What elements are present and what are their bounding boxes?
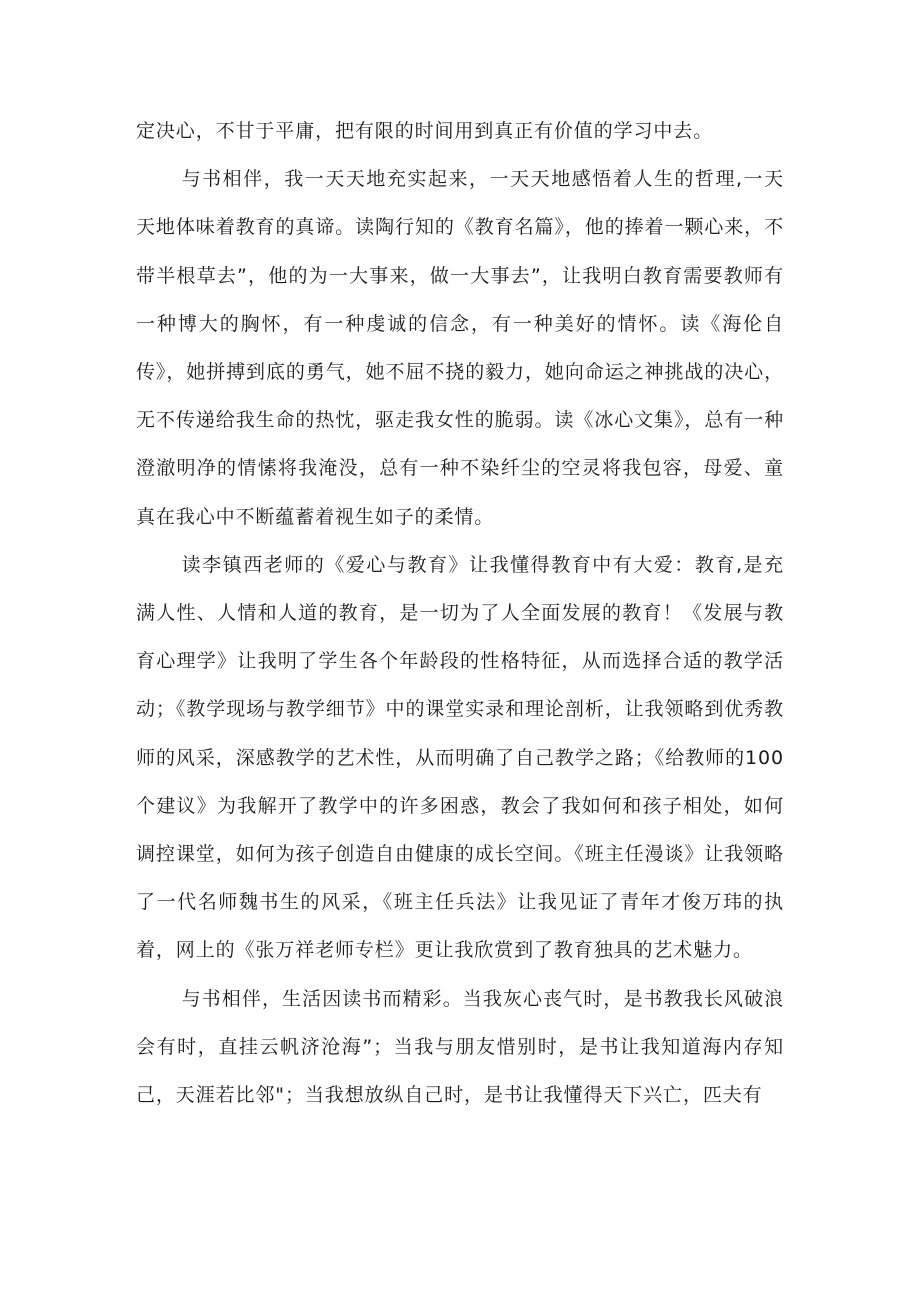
paragraph-reading-companion: 与书相伴，我一天天地充实起来，一天天地感悟着人生的哲理,一天天地体味着教育的真谛。读陶行知的《教育名篇》，他的捧着一颗心来，不带半根草去”，他的为一大事来，做一大事去”，让我明白教育需要教师有一种博大的胸怀，有一种虔诚的信念，有一种美好的情怀。读《海伦自传》，她拼搏到底的勇气，她不屈不挠的毅力，她向命运之神挑战的决心，无不传递给我生命的热忱，驱走我女性的脆弱。读《冰心文集》，总有一种澄澈明净的情愫将我淹没，总有一种不染纤尘的空灵将我包容，母爱、童真在我心中不断蕴蓄着视生如子的柔情。	[136, 168, 784, 528]
paragraph-education-books: 读李镇西老师的《爱心与教育》让我懂得教育中有大爱：教育,是充满人性、人情和人道的教育，是一切为了人全面发展的教育！《发展与教育心理学》让我明了学生各个年龄段的性格特征，从而选择合适的教学活动；《教学现场与教学细节》中的课堂实录和理论剖析，让我领略到优秀教师的风采，深感教学的艺术性，从而明确了自己教学之路；《给教师的100个建议》为我解开了教学中的许多困惑，教会了我如何和孩子相处，如何调控课堂，如何为孩子创造自由健康的成长空间。《班主任漫谈》让我领略了一代名师魏书生的风采，《班主任兵法》让我见证了青年才俊万玮的执着，网上的《张万祥老师专栏》更让我欣赏到了教育独具的艺术魅力。	[136, 553, 784, 962]
paragraph-life-through-books: 与书相伴，生活因读书而精彩。当我灰心丧气时，是书教我长风破浪会有时，直挂云帆济沧海”；当我与朋友惜别时，是书让我知道海内存知己，天涯若比邻"；当我想放纵自己时，是书让我懂得天下兴亡，匹夫有	[136, 987, 784, 1107]
document-body	[136, 107, 784, 1119]
paragraph-continuation: 定决心，不甘于平庸，把有限的时间用到真正有价值的学习中去。	[136, 120, 714, 142]
